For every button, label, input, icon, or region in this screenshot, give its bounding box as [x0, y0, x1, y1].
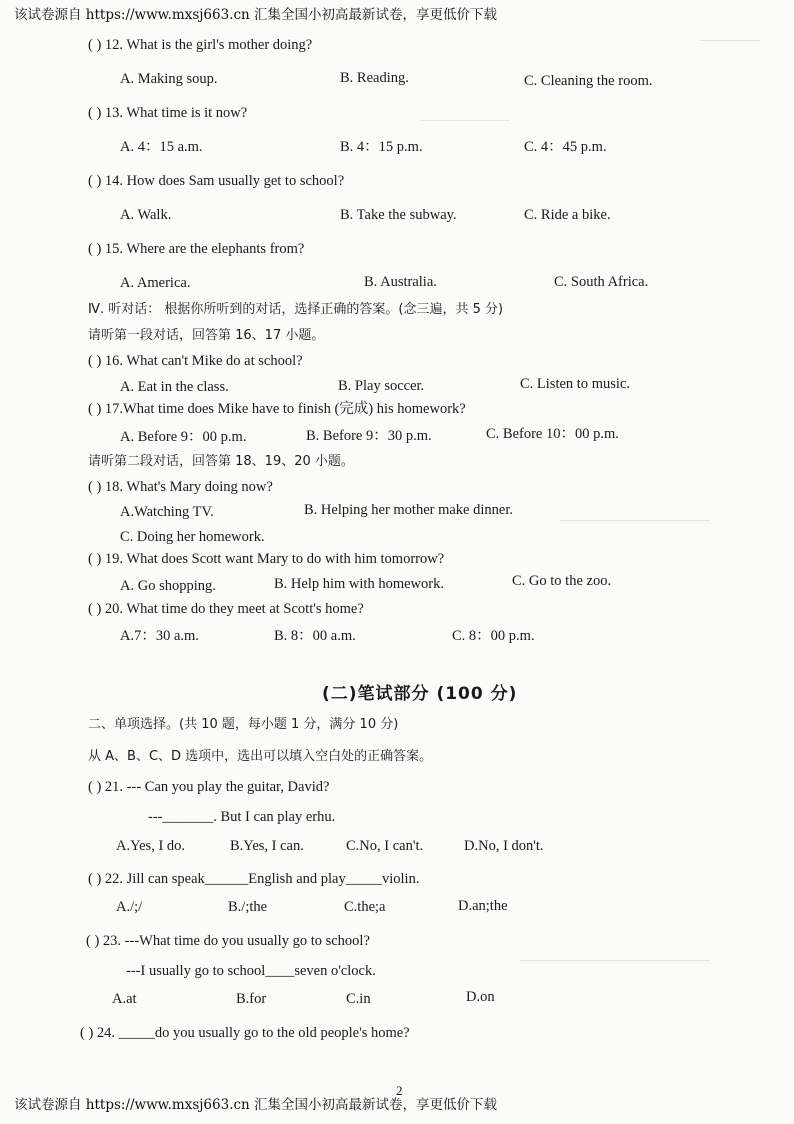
page-footer: 该试卷源自 https://www.mxsj663.cn 汇集全国小初高最新试卷，享更低价下载 [14, 1097, 498, 1113]
q23-option-c: C.in [346, 991, 371, 1007]
q14-option-a: A. Walk. [120, 207, 172, 223]
question-15: ( ) 15. Where are the elephants from? [88, 241, 305, 257]
q16-option-b: B. Play soccer. [338, 378, 425, 394]
question-17: ( ) 17.What time does Mike have to finish (完成) his homework? [88, 401, 466, 417]
q22-option-a: A./;/ [116, 899, 143, 915]
q21-option-c: C.No, I can't. [346, 838, 424, 854]
q20-option-a: A.7：30 a.m. [120, 628, 199, 644]
question-23: ( ) 23. ---What time do you usually go to school? [86, 933, 370, 949]
bleed-through-mark [560, 520, 710, 522]
question-22: ( ) 22. Jill can speak______English and play_____violin. [88, 871, 420, 887]
question-18: ( ) 18. What's Mary doing now? [88, 479, 273, 495]
q18-option-c: C. Doing her homework. [120, 529, 265, 545]
q15-option-b: B. Australia. [364, 274, 437, 290]
q19-option-a: A. Go shopping. [120, 578, 216, 594]
q13-option-a: A. 4：15 a.m. [120, 139, 203, 155]
question-13: ( ) 13. What time is it now? [88, 105, 248, 121]
q22-option-b: B./;the [228, 899, 268, 915]
q17-option-b: B. Before 9：30 p.m. [306, 428, 432, 444]
q13-option-c: C. 4：45 p.m. [524, 139, 607, 155]
q16-option-a: A. Eat in the class. [120, 379, 229, 395]
page-number: 2 [396, 1083, 403, 1098]
written-part-title: (二)笔试部分 (100 分) [322, 684, 518, 704]
question-14: ( ) 14. How does Sam usually get to school? [88, 173, 345, 189]
q19-option-b: B. Help him with homework. [274, 576, 444, 592]
question-20: ( ) 20. What time do they meet at Scott's home? [88, 601, 364, 617]
q14-option-b: B. Take the subway. [340, 207, 457, 223]
q21-option-a: A.Yes, I do. [116, 838, 186, 854]
q12-option-c: C. Cleaning the room. [524, 73, 653, 89]
question-21: ( ) 21. --- Can you play the guitar, David? [88, 779, 330, 795]
q22-option-c: C.the;a [344, 899, 386, 915]
q23-option-b: B.for [236, 991, 267, 1007]
q23-option-a: A.at [112, 991, 137, 1007]
q19-option-c: C. Go to the zoo. [512, 573, 612, 589]
bleed-through-mark [420, 120, 510, 122]
question-12: ( ) 12. What is the girl's mother doing? [88, 37, 313, 53]
dialog-1-instruction: 请听第一段对话，回答第 16、17 小题。 [88, 328, 325, 343]
page-header: 该试卷源自 https://www.mxsj663.cn 汇集全国小初高最新试卷，享更低价下载 [14, 7, 498, 23]
q23-option-d: D.on [466, 989, 495, 1005]
q16-option-c: C. Listen to music. [520, 376, 630, 392]
q23-line-2: ---I usually go to school____seven o'clock. [126, 963, 376, 979]
q18-option-a: A.Watching TV. [120, 504, 214, 520]
question-24: ( ) 24. _____do you usually go to the old people's home? [80, 1025, 410, 1041]
q20-option-c: C. 8：00 p.m. [452, 628, 535, 644]
bleed-through-mark [520, 960, 710, 962]
q12-option-b: B. Reading. [340, 70, 409, 86]
q18-option-b: B. Helping her mother make dinner. [304, 502, 513, 518]
q15-option-a: A. America. [120, 275, 191, 291]
part-2-instruction: 从 A、B、C、D 选项中，选出可以填入空白处的正确答案。 [88, 749, 433, 764]
part-2-title: 二、单项选择。(共 10 题，每小题 1 分，满分 10 分) [88, 717, 399, 732]
q20-option-b: B. 8：00 a.m. [274, 628, 356, 644]
q17-option-c: C. Before 10：00 p.m. [486, 426, 619, 442]
q14-option-c: C. Ride a bike. [524, 207, 611, 223]
bleed-through-mark [700, 40, 760, 42]
q17-option-a: A. Before 9：00 p.m. [120, 429, 247, 445]
q12-option-a: A. Making soup. [120, 71, 218, 87]
q21-option-d: D.No, I don't. [464, 838, 544, 854]
question-16: ( ) 16. What can't Mike do at school? [88, 353, 303, 369]
question-19: ( ) 19. What does Scott want Mary to do with him tomorrow? [88, 551, 445, 567]
q15-option-c: C. South Africa. [554, 274, 649, 290]
q21-line-2: ---_______. But I can play erhu. [148, 809, 336, 825]
q21-option-b: B.Yes, I can. [230, 838, 304, 854]
q22-option-d: D.an;the [458, 898, 508, 914]
section-4-title: Ⅳ. 听对话： 根据你所听到的对话，选择正确的答案。(念三遍，共 5 分) [88, 302, 504, 317]
dialog-2-instruction: 请听第二段对话，回答第 18、19、20 小题。 [88, 454, 354, 469]
q13-option-b: B. 4：15 p.m. [340, 139, 423, 155]
